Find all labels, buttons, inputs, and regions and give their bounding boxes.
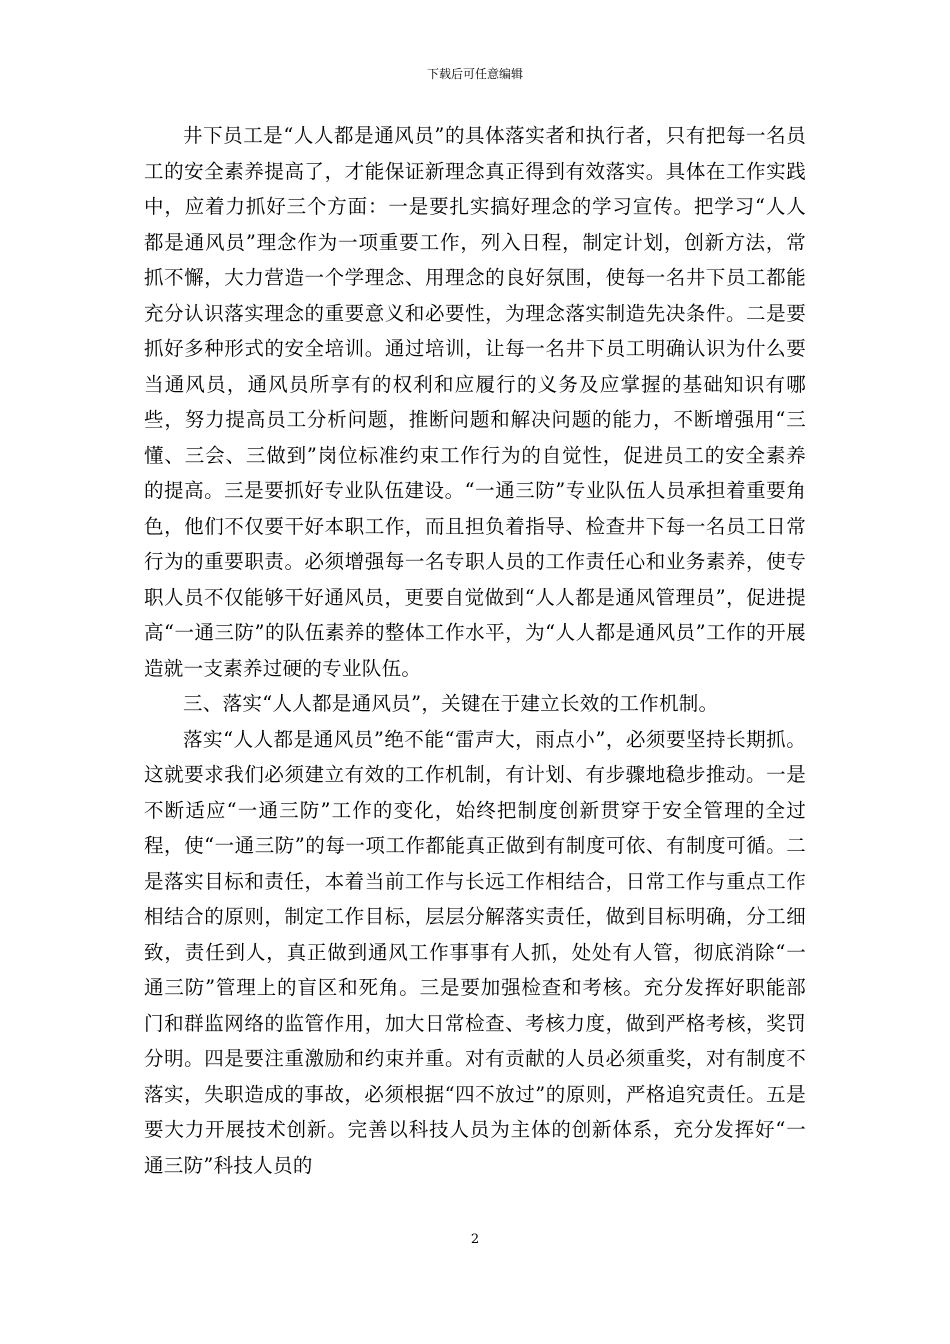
page-header: 下载后可任意编辑: [426, 67, 523, 81]
paragraph-work-mechanism: 落实“人人都是通风员”绝不能“雷声大，雨点小”，必须要坚持长期抓。这就要求我们必须建立有效的工作机制，有计划、有步骤地稳步推动。一是不断适应“一通三防”工作的变化，始终把制度创新贯穿于安全管理的全过程，使“一通三防”的每一项工作都能真正做到有制度可依、有制度可循。二是落实目标和责任，本着当前工作与长远工作相结合，日常工作与重点工作相结合的原则，制定工作目标，层层分解落实责任，做到目标明确，分工细致，责任到人，真正做到通风工作事事有人抓，处处有人管，彻底消除“一通三防”管理上的盲区和死角。三是要加强检查和考核。充分发挥好职能部门和群监网络的监管作用，加大日常检查、考核力度，做到严格考核，奖罚分明。四是要注重激励和约束并重。对有贡献的人员必须重奖，对有制度不落实，失职造成的事故，必须根据“四不放过”的原则，严格追究责任。五是要大力开展技术创新。完善以科技人员为主体的创新体系，充分发挥好“一通三防”科技人员的: [144, 727, 806, 1177]
page-number: 2: [470, 1232, 480, 1247]
document-body: [144, 118, 806, 1183]
paragraph-staff-training: 井下员工是“人人都是通风员”的具体落实者和执行者，只有把每一名员工的安全素养提高了，才能保证新理念真正得到有效落实。具体在工作实践中，应着力抓好三个方面：一是要扎实搞好理念的学习宣传。把学习“人人都是通风员”理念作为一项重要工作，列入日程，制定计划，创新方法，常抓不懈，大力营造一个学理念、用理念的良好氛围，使每一名井下员工都能充分认识落实理念的重要意义和必要性，为理念落实制造先决条件。二是要抓好多种形式的安全培训。通过培训，让每一名井下员工明确认识为什么要当通风员，通风员所享有的权利和应履行的义务及应掌握的基础知识有哪些，努力提高员工分析问题，推断问题和解决问题的能力，不断增强用“三懂、三会、三做到”岗位标准约束工作行为的自觉性，促进员工的安全素养的提高。三是要抓好专业队伍建设。“一通三防”专业队伍人员承担着重要角色，他们不仅要干好本职工作，而且担负着指导、检查井下每一名员工日常行为的重要职责。必须增强每一名专职人员的工作责任心和业务素养，使专职人员不仅能够干好通风员，更要自觉做到“人人都是通风管理员”，促进提高“一通三防”的队伍素养的整体工作水平，为“人人都是通风员”工作的开展造就一支素养过硬的专业队伍。: [144, 124, 806, 680]
section-heading-three: 三、落实“人人都是通风员”，关键在于建立长效的工作机制。: [183, 692, 719, 715]
